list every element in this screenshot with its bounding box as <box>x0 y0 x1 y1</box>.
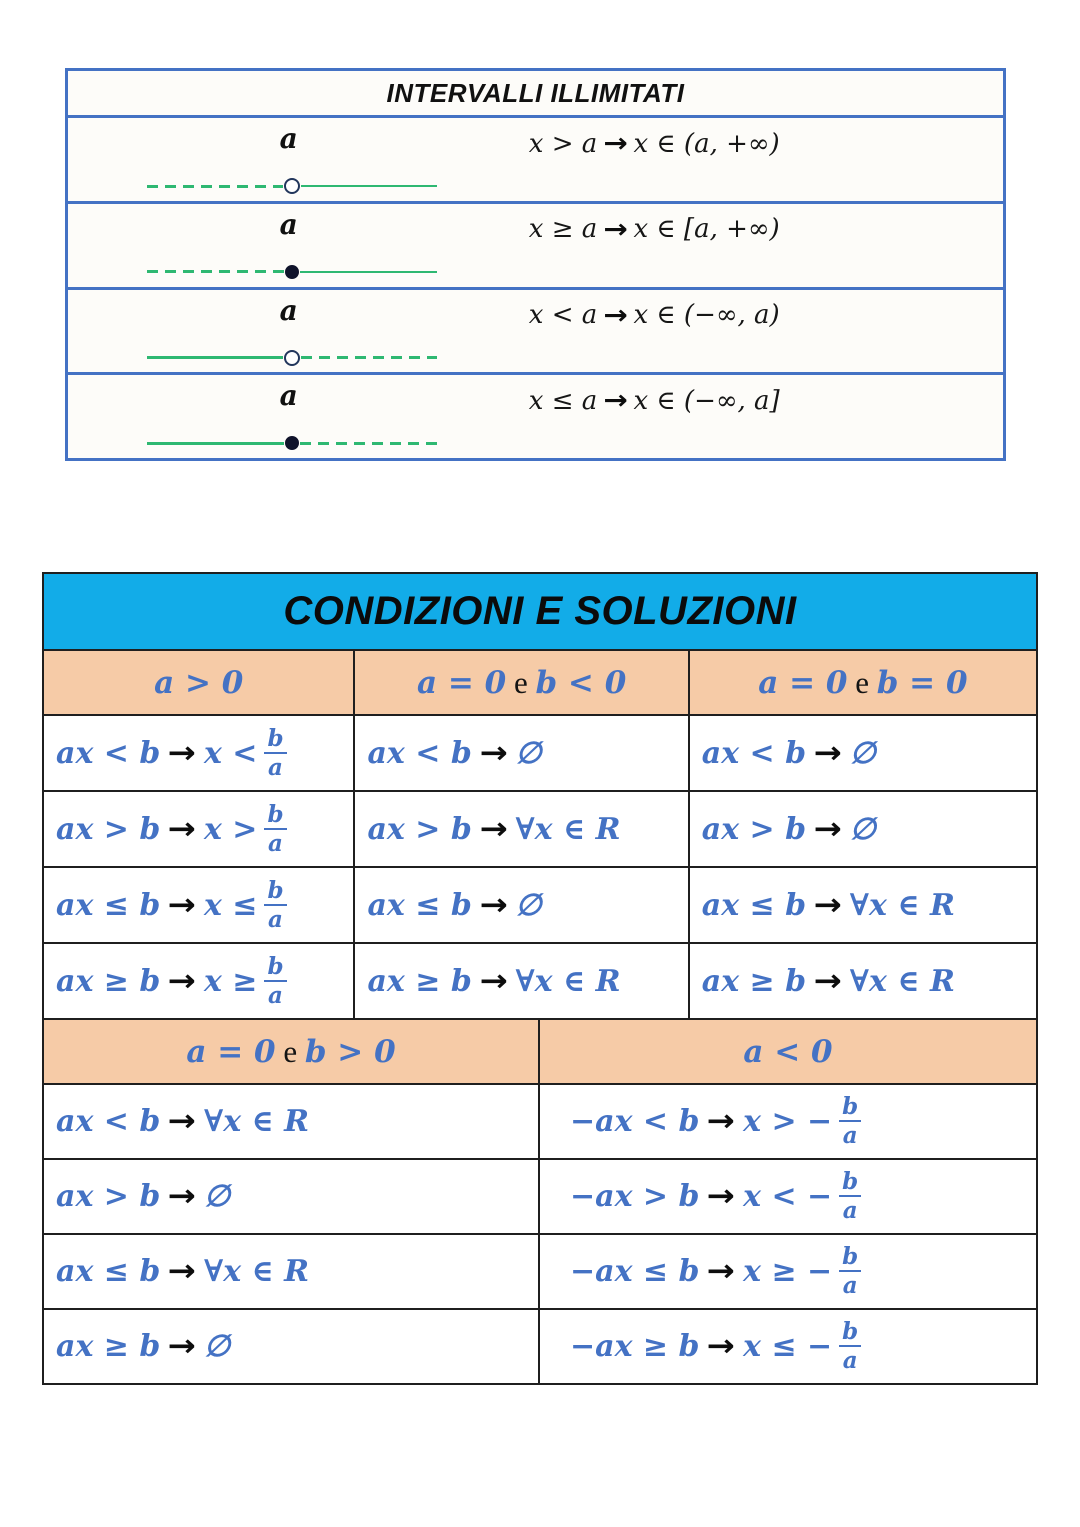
number-line <box>147 178 437 194</box>
solution-cell: −ax > b → x < − $\frac{b}{a}$ <box>540 1160 1036 1233</box>
table-row <box>44 1083 1036 1158</box>
number-line <box>147 435 437 451</box>
condition-header: a > 0 <box>44 651 355 714</box>
table-row <box>44 714 1036 790</box>
table-row <box>44 1158 1036 1233</box>
solution-cell: ax ≤ b → ∀x ∈ R <box>44 1235 540 1308</box>
solution-cell: ax > b → ∅ <box>44 1160 540 1233</box>
implies-arrow-icon: → <box>479 735 508 771</box>
interval-formula: x < a → x ∈ (−∞, a) <box>528 299 780 331</box>
fraction: $\frac{b}{a}$ <box>264 954 286 1009</box>
solution-cell: ax < b → ∅ <box>701 735 876 771</box>
implies-arrow-icon: → <box>603 213 628 245</box>
number-line <box>147 264 437 280</box>
implies-arrow-icon: → <box>707 1254 736 1289</box>
interval-row-gt <box>68 118 1003 204</box>
conditions-table-title: CONDIZIONI E SOLUZIONI <box>44 574 1036 649</box>
dashed-segment <box>300 442 437 445</box>
solution-cell: ax ≥ b → ∀x ∈ R <box>701 963 955 999</box>
dashed-segment <box>147 270 284 273</box>
implies-arrow-icon: → <box>168 887 197 923</box>
condition-header: a < 0 <box>540 1020 1036 1083</box>
solution-cell: −ax ≤ b → x ≥ − $\frac{b}{a}$ <box>540 1235 1036 1308</box>
number-line <box>147 350 437 366</box>
implies-arrow-icon: → <box>479 887 508 923</box>
fraction: $\frac{b}{a}$ <box>264 726 286 781</box>
solid-segment <box>147 442 284 445</box>
solution-cell: ax < b → ∀x ∈ R <box>44 1085 540 1158</box>
table-header-row <box>44 1018 1036 1083</box>
solution-cell: ax < b → ∅ <box>355 716 689 790</box>
fraction: $\frac{b}{a}$ <box>264 878 286 933</box>
implies-arrow-icon: → <box>813 735 843 771</box>
solution-cell: ax ≥ b → ∀x ∈ R <box>355 944 689 1018</box>
solution-cell: −ax < b → x > − $\frac{b}{a}$ <box>540 1085 1036 1158</box>
solid-segment <box>301 185 437 188</box>
implies-arrow-icon: → <box>813 811 843 847</box>
fraction: $\frac{b}{a}$ <box>839 1094 861 1149</box>
table-row <box>44 942 1036 1018</box>
fraction: $\frac{b}{a}$ <box>264 802 286 857</box>
table-row <box>44 1233 1036 1308</box>
solid-segment <box>300 271 437 274</box>
filled-point-icon <box>285 436 299 450</box>
table-row <box>44 790 1036 866</box>
intervals-table-title: INTERVALLI ILLIMITATI <box>68 71 1003 118</box>
point-label: a <box>279 207 298 241</box>
fraction: $\frac{b}{a}$ <box>839 1244 861 1299</box>
solution-cell: ax > b → ∀x ∈ R <box>355 792 689 866</box>
interval-row-lt <box>68 290 1003 376</box>
condition-header: a = 0 e b < 0 <box>355 651 689 714</box>
condition-header: a = 0 e b = 0 <box>690 651 1036 714</box>
open-point-icon <box>284 178 300 194</box>
solution-cell: ax ≥ b → ∅ <box>44 1310 540 1383</box>
dashed-segment <box>301 356 437 359</box>
solution-cell: ax > b → x > $\frac{b}{a}$ <box>44 792 355 866</box>
interval-formula: x > a → x ∈ (a, +∞) <box>528 128 780 159</box>
solution-cell: ax ≤ b → ∅ <box>355 868 689 942</box>
point-label: a <box>279 122 298 155</box>
fraction: $\frac{b}{a}$ <box>839 1169 861 1224</box>
implies-arrow-icon: → <box>168 1254 197 1289</box>
implies-arrow-icon: → <box>603 299 628 331</box>
implies-arrow-icon: → <box>707 1329 736 1364</box>
intervals-table <box>65 68 1006 461</box>
interval-formula: x ≤ a → x ∈ (−∞, a] <box>528 385 780 417</box>
open-point-icon <box>284 350 300 366</box>
filled-point-icon <box>285 265 299 279</box>
condition-header: a = 0 e b > 0 <box>44 1020 540 1083</box>
implies-arrow-icon: → <box>707 1179 736 1214</box>
point-label: a <box>279 293 298 327</box>
implies-arrow-icon: → <box>168 1329 197 1364</box>
table-row <box>44 1308 1036 1383</box>
solution-cell: ax ≤ b → ∀x ∈ R <box>701 887 955 923</box>
interval-row-ge <box>68 204 1003 290</box>
interval-row-le <box>68 375 1003 458</box>
implies-arrow-icon: → <box>813 963 843 999</box>
implies-arrow-icon: → <box>813 887 843 923</box>
implies-arrow-icon: → <box>168 735 197 771</box>
implies-arrow-icon: → <box>168 1104 197 1139</box>
implies-arrow-icon: → <box>603 385 628 417</box>
solution-cell: −ax ≥ b → x ≤ − $\frac{b}{a}$ <box>540 1310 1036 1383</box>
implies-arrow-icon: → <box>168 1179 197 1214</box>
implies-arrow-icon: → <box>707 1104 736 1139</box>
implies-arrow-icon: → <box>479 963 508 999</box>
dashed-segment <box>147 185 283 188</box>
interval-formula: x ≥ a → x ∈ [a, +∞) <box>528 213 780 245</box>
solution-cell: ax < b → x < $\frac{b}{a}$ <box>44 716 355 790</box>
implies-arrow-icon: → <box>168 963 197 999</box>
point-label: a <box>279 379 298 413</box>
solid-segment <box>147 356 283 359</box>
solution-cell: ax ≥ b → x ≥ $\frac{b}{a}$ <box>44 944 355 1018</box>
fraction: $\frac{b}{a}$ <box>839 1319 861 1374</box>
implies-arrow-icon: → <box>168 811 197 847</box>
implies-arrow-icon: → <box>479 811 508 847</box>
conditions-table <box>42 572 1038 1385</box>
implies-arrow-icon: → <box>603 128 628 159</box>
table-header-row <box>44 649 1036 714</box>
solution-cell: ax > b → ∅ <box>701 811 876 847</box>
table-row <box>44 866 1036 942</box>
solution-cell: ax ≤ b → x ≤ $\frac{b}{a}$ <box>44 868 355 942</box>
